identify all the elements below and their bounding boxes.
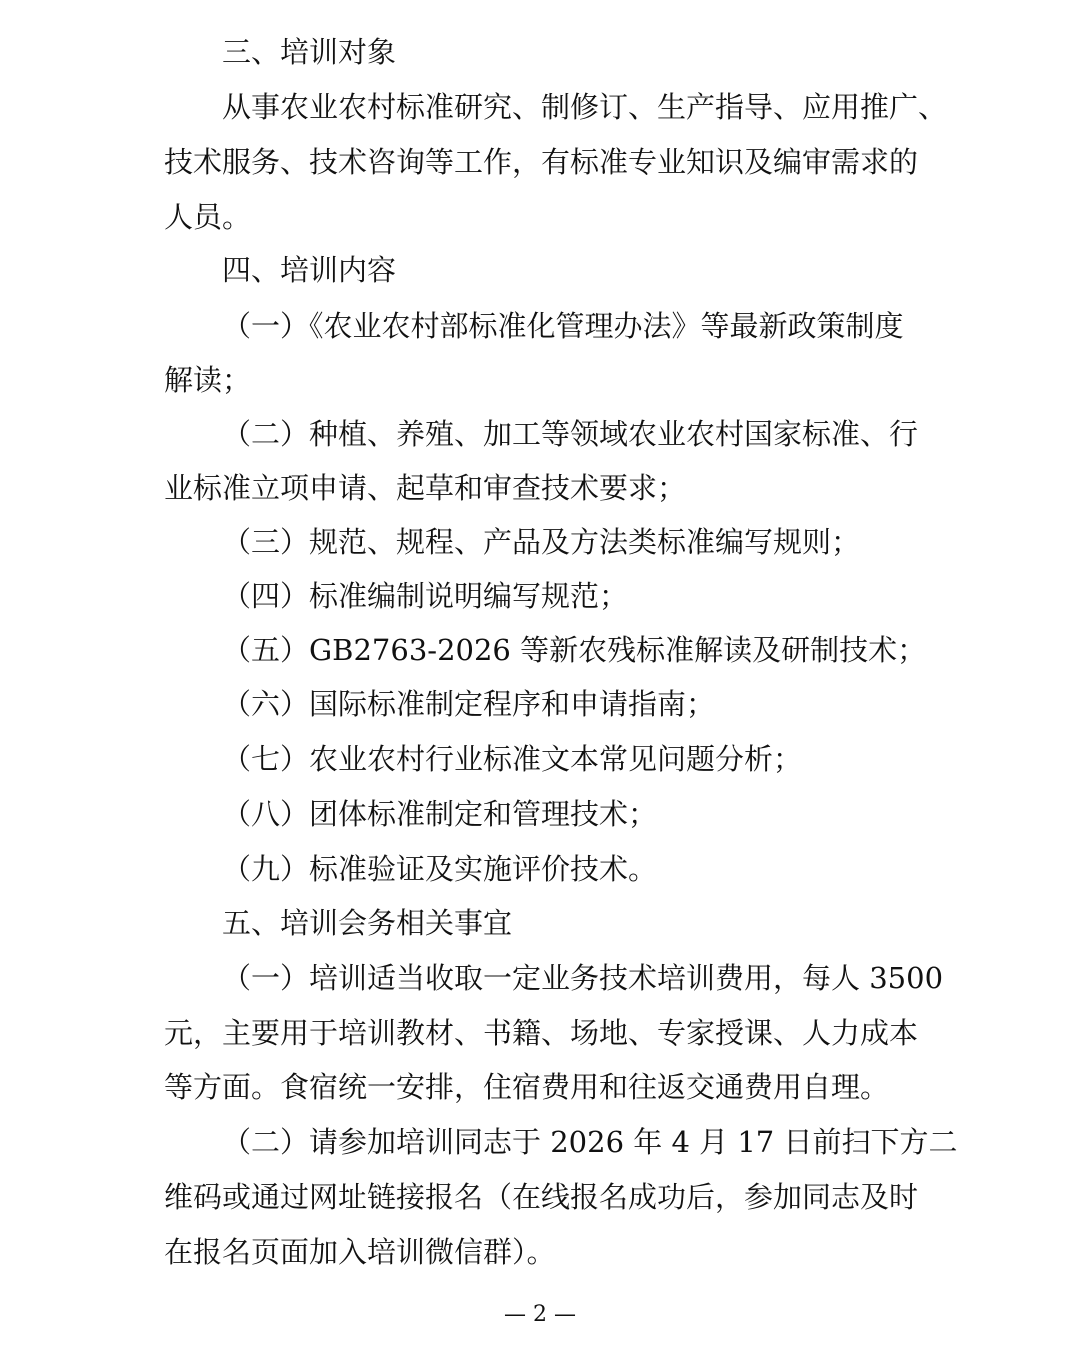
- section4-item6: （六）国际标准制定程序和申请指南；: [222, 687, 716, 721]
- section5-item2-line-3: 在报名页面加入培训微信群）。: [164, 1235, 556, 1269]
- section-heading-4: 四、培训内容: [222, 253, 397, 287]
- section-heading-3: 三、培训对象: [222, 35, 397, 69]
- section4-item7: （七）农业农村行业标准文本常见问题分析；: [222, 742, 803, 776]
- section3-paragraph-line-1: 从事农业农村标准研究、制修订、生产指导、应用推广、: [222, 90, 948, 124]
- section4-item1-line-2: 解读；: [164, 363, 252, 397]
- section4-item8: （八）团体标准制定和管理技术；: [222, 797, 658, 831]
- section-heading-5: 五、培训会务相关事宜: [222, 906, 513, 940]
- section4-item5: （五）GB2763-2026 等新农残标准解读及研制技术；: [222, 633, 927, 667]
- section5-item1-line-1: （一）培训适当收取一定业务技术培训费用，每人 3500: [222, 961, 944, 995]
- section5-item2-line-2: 维码或通过网址链接报名（在线报名成功后，参加同志及时: [164, 1180, 919, 1214]
- page-number: — 2 —: [504, 1302, 576, 1327]
- section3-paragraph-line-3: 人员。: [164, 200, 252, 234]
- section5-item1-line-3: 等方面。食宿统一安排，住宿费用和往返交通费用自理。: [164, 1070, 890, 1104]
- section4-item2-line-2: 业标准立项申请、起草和审查技术要求；: [164, 471, 687, 505]
- section5-item2-line-1: （二）请参加培训同志于 2026 年 4 月 17 日前扫下方二: [222, 1125, 958, 1159]
- section4-item4: （四）标准编制说明编写规范；: [222, 579, 629, 613]
- section4-item1-line-1: （一）《农业农村部标准化管理办法》等最新政策制度: [222, 309, 904, 343]
- section4-item9: （九）标准验证及实施评价技术。: [222, 852, 658, 886]
- section3-paragraph-line-2: 技术服务、技术咨询等工作，有标准专业知识及编审需求的: [164, 145, 919, 179]
- section4-item2-line-1: （二）种植、养殖、加工等领域农业农村国家标准、行: [222, 417, 919, 451]
- section5-item1-line-2: 元，主要用于培训教材、书籍、场地、专家授课、人力成本: [164, 1016, 919, 1050]
- section4-item3: （三）规范、规程、产品及方法类标准编写规则；: [222, 525, 861, 559]
